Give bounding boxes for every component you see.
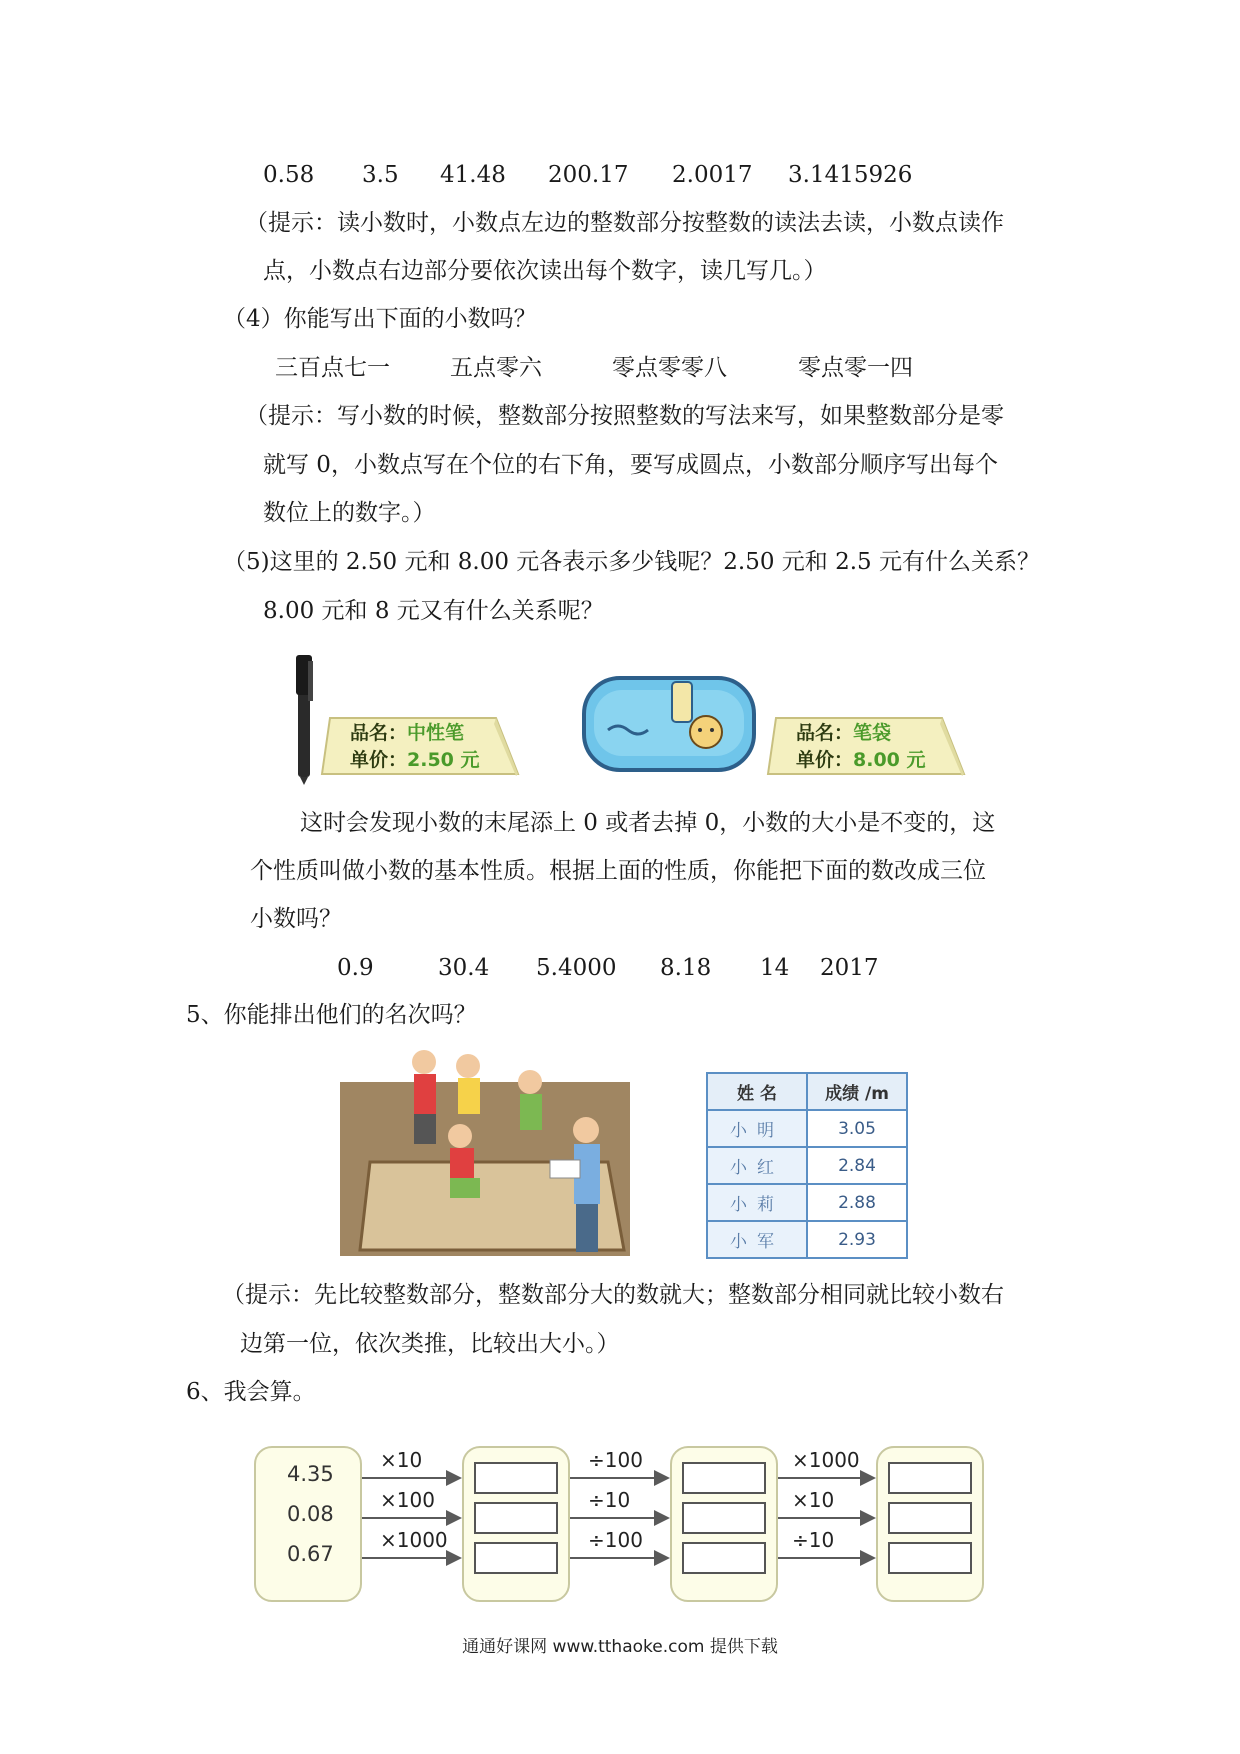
decimal-item: 200.17	[548, 162, 629, 188]
hint-write-line1: （提示：写小数的时候，整数部分按照整数的写法来写，如果整数部分是零	[245, 403, 1004, 429]
student-name: 小莉	[707, 1184, 807, 1221]
student-score: 2.84	[807, 1147, 907, 1184]
hint-read-line1: （提示：读小数时，小数点左边的整数部分按整数的读法去读，小数点读作	[245, 210, 1004, 236]
product-price-label: 单价：	[350, 749, 408, 771]
operation-label: ÷10	[792, 1528, 835, 1552]
decimal-item: 3.1415926	[788, 162, 913, 188]
decimal-item: 2.0017	[672, 162, 753, 188]
section5-hint-line1: （提示：先比较整数部分，整数部分大的数就大；整数部分相同就比较小数右	[222, 1282, 1004, 1308]
table-header: 成绩 /m	[807, 1073, 907, 1110]
operation-label: ×10	[380, 1448, 423, 1472]
operation-label: ×10	[792, 1488, 835, 1512]
number-item: 5.4000	[536, 955, 617, 981]
question-4: （4）你能写出下面的小数吗？	[223, 306, 537, 332]
start-number: 0.67	[287, 1542, 334, 1566]
decimal-item: 3.5	[362, 162, 399, 188]
student-score: 3.05	[807, 1110, 907, 1147]
section5-title: 5、你能排出他们的名次吗？	[186, 1002, 477, 1028]
table-header: 姓 名	[707, 1073, 807, 1110]
chinese-decimal-item: 三百点七一	[275, 355, 390, 381]
chinese-decimal-item: 五点零六	[450, 355, 542, 381]
number-item: 0.9	[337, 955, 374, 981]
property-line3: 小数吗？	[250, 906, 342, 932]
number-item: 30.4	[438, 955, 490, 981]
operation-label: ÷100	[588, 1448, 643, 1472]
chinese-decimal-item: 零点零零八	[612, 355, 727, 381]
operation-label: ÷100	[588, 1528, 643, 1552]
student-score: 2.88	[807, 1184, 907, 1221]
student-name: 小军	[707, 1221, 807, 1258]
product-price-label: 单价：	[796, 749, 854, 771]
hint-write-line3: 数位上的数字。）	[263, 500, 436, 526]
question-5-line2: 8.00 元和 8 元又有什么关系呢？	[263, 598, 604, 624]
student-name: 小明	[707, 1110, 807, 1147]
decimal-item: 0.58	[263, 162, 315, 188]
product-price: 2.50 元	[407, 749, 480, 771]
section5-hint-line2: 边第一位，依次类推，比较出大小。）	[240, 1331, 620, 1357]
property-line1: 这时会发现小数的末尾添上 0 或者去掉 0，小数的大小是不变的，这	[300, 810, 996, 836]
product-name-label: 品名：	[350, 722, 408, 744]
product-name: 笔袋	[853, 722, 892, 744]
hint-write-line2: 就写 0，小数点写在个位的右下角，要写成圆点，小数部分顺序写出每个	[263, 452, 998, 478]
hint-read-line2: 点，小数点右边部分要依次读出每个数字，读几写几。）	[263, 258, 827, 284]
start-number: 0.08	[287, 1502, 334, 1526]
student-score: 2.93	[807, 1221, 907, 1258]
product-price: 8.00 元	[853, 749, 926, 771]
section6-title: 6、我会算。	[186, 1379, 316, 1405]
operation-label: ×1000	[792, 1448, 860, 1472]
student-name: 小红	[707, 1147, 807, 1184]
chinese-decimal-item: 零点零一四	[798, 355, 913, 381]
question-5-line1: （5)这里的 2.50 元和 8.00 元各表示多少钱呢？2.50 元和 2.5 元有什么关系？	[223, 549, 1040, 575]
operation-label: ×100	[380, 1488, 435, 1512]
operation-label: ×1000	[380, 1528, 448, 1552]
operation-label: ÷10	[588, 1488, 631, 1512]
product-name: 中性笔	[407, 722, 465, 744]
number-item: 14	[760, 955, 790, 981]
footer-text: 通通好课网 www.tthaoke.com 提供下载	[462, 1637, 778, 1657]
start-number: 4.35	[287, 1462, 334, 1486]
decimal-item: 41.48	[440, 162, 506, 188]
product-name-label: 品名：	[796, 722, 854, 744]
number-item: 8.18	[660, 955, 712, 981]
property-line2: 个性质叫做小数的基本性质。根据上面的性质，你能把下面的数改成三位	[250, 858, 986, 884]
number-item: 2017	[820, 955, 879, 981]
